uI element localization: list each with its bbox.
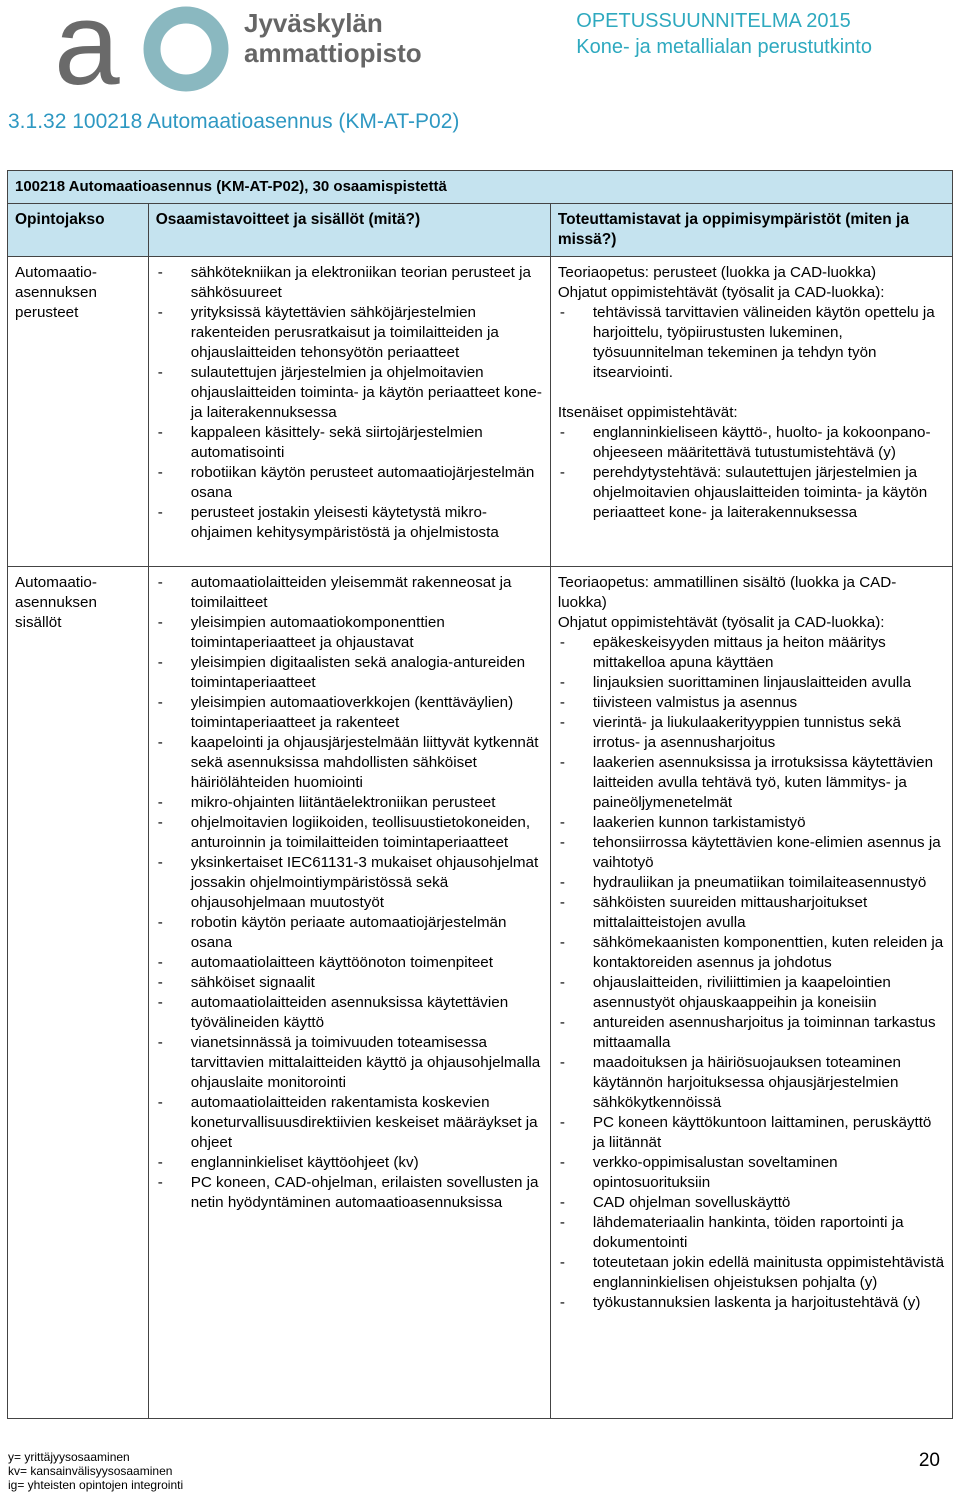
section-title: 3.1.32 100218 Automaatioasennus (KM-AT-P02) (8, 110, 460, 133)
list-item: - epäkeskeisyyden mittaus ja heiton määritys mittakelloa apuna käyttäen (558, 633, 945, 673)
curriculum-subtitle: Kone- ja metallialan perustutkinto (576, 36, 872, 58)
list-item: - robotiikan käytön perusteet automaatiojärjestelmän osana (156, 463, 543, 503)
module-table (7, 170, 953, 1419)
methods-list (558, 303, 945, 383)
methods-list (558, 633, 945, 1313)
goals-cell (148, 567, 550, 1419)
list-item: - kaapelointi ja ohjausjärjestelmään liittyvät kytkennät sekä asennuksissa mahdollisten sähköiset häiriölähteiden huomiointi (156, 733, 543, 793)
footer-legend (8, 1450, 183, 1492)
legend-item: y= yrittäjyysosaaminen (8, 1450, 130, 1464)
list-item: - perusteet jostakin yleisesti käytetystä mikro-ohjaimen kehitysympäristöstä ja ohjelmistosta (156, 503, 543, 543)
table-title: 100218 Automaatioasennus (KM-AT-P02), 30 osaamispistettä (8, 171, 953, 204)
topic-cell (8, 567, 149, 1419)
methods-intro: Ohjatut oppimistehtävät (työsalit ja CAD-luokka): (557, 614, 885, 631)
list-item: - perehdytystehtävä: sulautettujen järjestelmien ja ohjelmoitavien ohjauslaitteiden toiminta- ja käytön periaatteet kone- ja laiterakennuksessa (558, 463, 945, 523)
list-item: - englanninkieliset käyttöohjeet (kv) (156, 1153, 543, 1173)
list-item: - automaatiolaitteiden asennuksissa käytettävien työvälineiden käyttö (156, 993, 543, 1033)
list-item: - linjauksien suorittaminen linjauslaitteiden avulla (558, 673, 945, 693)
legend-item: ig= yhteisten opintojen integrointi (8, 1478, 184, 1492)
list-item: - sähköisten suureiden mittausharjoitukset mittalaitteistojen avulla (558, 893, 945, 933)
logo-line-2: ammattiopisto (244, 38, 422, 68)
list-item: - hydrauliikan ja pneumatiikan toimilaiteasennustyö (558, 873, 945, 893)
ao-logo (54, 0, 234, 97)
topic-label: Automaatio- asennuksen perusteet (15, 264, 97, 321)
list-item: - maadoituksen ja häiriösuojauksen toteaminen käytännön harjoituksessa ohjausjärjestelmien sähkökytkennöissä (558, 1053, 945, 1113)
list-item: - ohjauslaitteiden, riviliittimien ja kaapelointien asennustyöt ohjauskaappeihin ja koneisiin (558, 973, 945, 1013)
list-item: - kappaleen käsittely- sekä siirtojärjestelmien automatisointi (156, 423, 543, 463)
methods-cell (550, 257, 952, 567)
methods-intro: Teoriaopetus: ammatillinen sisältö (luokka ja CAD-luokka) (557, 574, 897, 611)
list-item: - yleisimpien automaatioverkkojen (kenttäväylien) toimintaperiaatteet ja rakenteet (156, 693, 543, 733)
curriculum-heading (576, 8, 872, 60)
methods-intro: Ohjatut oppimistehtävät (työsalit ja CAD-luokka): (557, 284, 885, 301)
list-item: - sulautettujen järjestelmien ja ohjelmoitavien ohjauslaitteiden toiminta- ja käytön periaatteet kone- ja laiterakennuksessa (156, 363, 543, 423)
list-item: - laakerien kunnon tarkistamistyö (558, 813, 945, 833)
list-item: - automaatiolaitteiden yleisemmät rakenneosat ja toimilaitteet (156, 573, 543, 613)
list-item: - tehtävissä tarvittavien välineiden käytön opettelu ja harjoittelu, työpiirustusten lukeminen, työsuunnitelman tekeminen ja tehdyn työn itsearviointi. (558, 303, 945, 383)
school-logo-text (244, 8, 422, 68)
list-item: - CAD ohjelman sovelluskäyttö (558, 1193, 945, 1213)
list-item: - sähkötekniikan ja elektroniikan teorian perusteet ja sähkösuureet (156, 263, 543, 303)
list-item: - englanninkieliseen käyttö-, huolto- ja kokoonpano-ohjeeseen määritettävä tutustumistehtävä (y) (558, 423, 945, 463)
list-item: - sähköiset signaalit (156, 973, 543, 993)
legend-item: kv= kansainvälisyysosaaminen (8, 1464, 173, 1478)
list-item: - PC koneen käyttökuntoon laittaminen, peruskäyttö ja liitännät (558, 1113, 945, 1153)
list-item: - tiivisteen valmistus ja asennus (558, 693, 945, 713)
list-item: - robotin käytön periaate automaatiojärjestelmän osana (156, 913, 543, 953)
list-item: - automaatiolaitteen käyttöönoton toimenpiteet (156, 953, 543, 973)
list-item: - vierintä- ja liukulaakerityyppien tunnistus sekä irrotus- ja asennusharjoitus (558, 713, 945, 753)
column-header-methods: Toteuttamistavat ja oppimisympäristöt (miten ja missä?) (550, 204, 952, 257)
page-header (0, 0, 960, 100)
goals-cell (148, 257, 550, 567)
page-number: 20 (918, 1450, 940, 1471)
column-header-topic: Opintojakso (8, 204, 149, 257)
goals-list (156, 573, 543, 1213)
list-item: - vianetsinnässä ja toimivuuden toteamisessa tarvittavien mittalaitteiden käyttö ja ohjausohjelmalla ohjauslaite monitorointi (156, 1033, 543, 1093)
list-item: - PC koneen, CAD-ohjelman, erilaisten sovellusten ja netin hyödyntäminen automaatioasennuksissa (156, 1173, 543, 1213)
list-item: - tehonsiirrossa käytettävien kone-elimien asennus ja vaihtotyö (558, 833, 945, 873)
list-item: - automaatiolaitteiden rakentamista koskevien koneturvallisuusdirektiivien keskeiset määräykset ja ohjeet (156, 1093, 543, 1153)
list-item: - antureiden asennusharjoitus ja toiminnan tarkastus mittaamalla (558, 1013, 945, 1053)
list-item: - työkustannuksien laskenta ja harjoitustehtävä (y) (558, 1293, 945, 1313)
list-item: - sähkömekaanisten komponenttien, kuten releiden ja kontaktoreiden asennus ja johdotus (558, 933, 945, 973)
methods-intro: Teoriaopetus: perusteet (luokka ja CAD-luokka) (557, 264, 877, 281)
table-row (8, 257, 953, 567)
svg-text:a: a (54, 0, 114, 92)
logo-line-1: Jyväskylän (244, 8, 383, 38)
list-item: - yleisimpien digitaalisten sekä analogia-antureiden toimintaperiaatteet (156, 653, 543, 693)
topic-label: Automaatio- asennuksen sisällöt (15, 574, 97, 631)
list-item: - yksinkertaiset IEC61131-3 mukaiset ohjausohjelmat jossakin ohjelmointiympäristössä sekä ohjausohjelmaan muutostyöt (156, 853, 543, 913)
table-row (8, 567, 953, 1419)
list-item: - ohjelmoitavien logiikoiden, teollisuustietokoneiden, anturoinnin ja toimilaitteiden toimintaperiaatteet (156, 813, 543, 853)
column-header-goals: Osaamistavoitteet ja sisällöt (mitä?) (148, 204, 550, 257)
list-item: - mikro-ohjainten liitäntäelektroniikan perusteet (156, 793, 543, 813)
methods-cell (550, 567, 952, 1419)
list-item: - lähdemateriaalin hankinta, töiden raportointi ja dokumentointi (558, 1213, 945, 1253)
list-item: - verkko-oppimisalustan soveltaminen opintosuorituksiin (558, 1153, 945, 1193)
curriculum-title: OPETUSSUUNNITELMA 2015 (576, 10, 851, 32)
methods-list (558, 423, 945, 523)
list-item: - yleisimpien automaatiokomponenttien toimintaperiaatteet ja ohjaustavat (156, 613, 543, 653)
methods-intro: Itsenäiset oppimistehtävät: (557, 404, 738, 421)
goals-list (156, 263, 543, 543)
topic-cell (8, 257, 149, 567)
list-item: - laakerien asennuksissa ja irrotuksissa käytettävien laitteiden avulla tehtävä työ, kuten lämmitys- ja paineöljymenetelmät (558, 753, 945, 813)
list-item: - toteutetaan jokin edellä mainitusta oppimistehtävistä englanninkielisen ohjeistuksen pohjalta (y) (558, 1253, 945, 1293)
list-item: - yrityksissä käytettävien sähköjärjestelmien rakenteiden perusratkaisut ja toimilaitteiden ja ohjauslaitteiden tehonsyötön periaatteet (156, 303, 543, 363)
